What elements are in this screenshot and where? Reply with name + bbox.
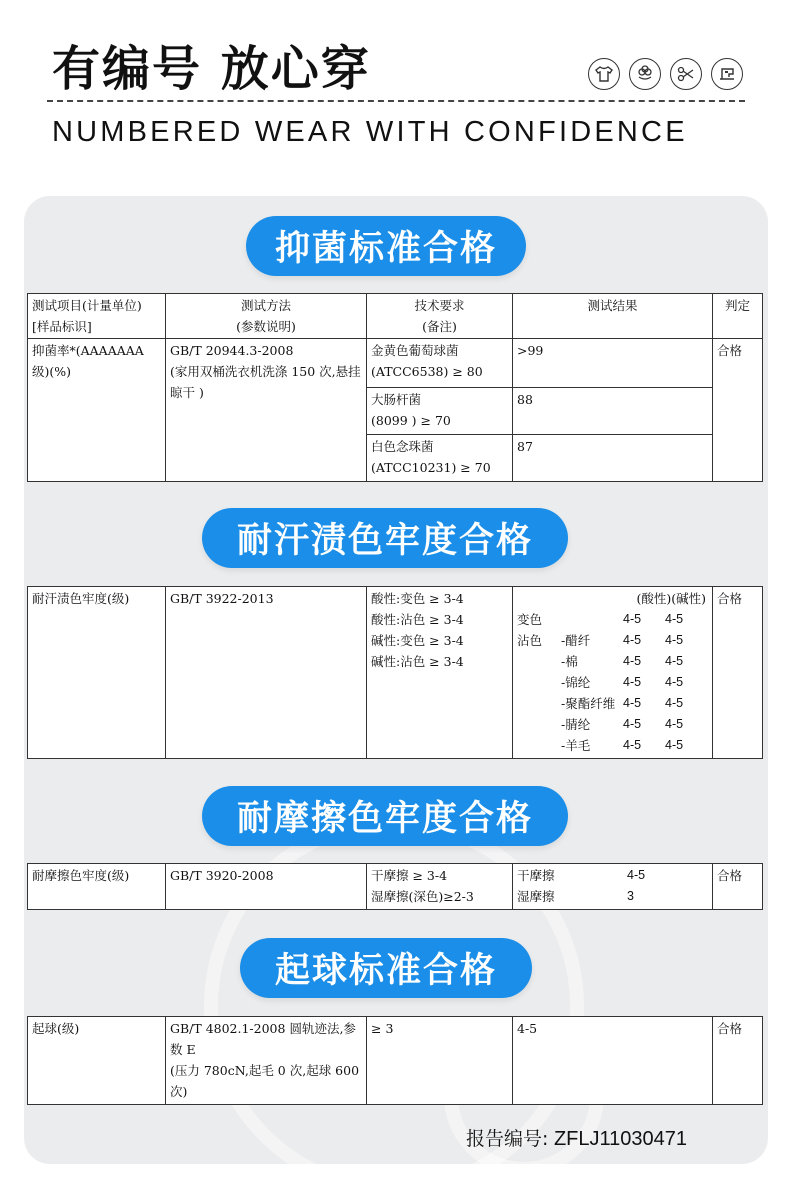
- header-method: 测试方法 (参数说明): [166, 294, 367, 339]
- report-number-label: 报告编号:: [466, 1128, 549, 1150]
- header-item: 测试项目(计量单位) [样品标识]: [28, 294, 166, 339]
- method-cell: GB/T 3920-2008: [166, 864, 367, 910]
- report-number-value: ZFLJ11030471: [553, 1128, 688, 1150]
- header-result: 测试结果: [513, 294, 713, 339]
- result-label: [517, 693, 561, 714]
- table-row: [28, 339, 763, 388]
- report-number: [466, 1124, 687, 1151]
- requirement-cell: 大肠杆菌 (8099 ) ≥ 70: [367, 388, 513, 435]
- rubbing-fastness-table: [27, 863, 763, 910]
- requirement-cell: 干摩擦 ≥ 3-4 湿摩擦(深色)≥2-3: [367, 864, 513, 910]
- result-label: [517, 672, 561, 693]
- result-cell: [513, 587, 713, 759]
- method-cell: GB/T 3922-2013: [166, 587, 367, 759]
- tshirt-icon: [588, 58, 620, 90]
- result-header: (酸性)(碱性): [636, 591, 706, 606]
- result-label: [517, 735, 561, 756]
- section-title-rubbing-fastness: 耐摩擦色牢度合格: [202, 786, 568, 846]
- result-value: 4-5: [623, 696, 642, 710]
- result-value: 4-5: [665, 738, 684, 752]
- verdict-cell: 合格: [713, 339, 763, 482]
- verdict-cell: 合格: [713, 587, 763, 759]
- result-label: -腈纶: [561, 717, 591, 732]
- antibacterial-table: [27, 293, 763, 482]
- cotton-flower-icon: [629, 58, 661, 90]
- scissors-icon: [670, 58, 702, 90]
- result-value: 4-5: [623, 675, 642, 689]
- result-value: 4-5: [665, 633, 684, 647]
- sweat-fastness-table: [27, 586, 763, 759]
- result-value: 4-5: [623, 633, 642, 647]
- header-requirement: 技术要求 (备注): [367, 294, 513, 339]
- result-label: [517, 714, 561, 735]
- result-cell: 88: [513, 388, 713, 435]
- result-grid: [517, 865, 708, 907]
- result-label: -锦纶: [561, 675, 591, 690]
- header-divider: [47, 100, 745, 102]
- requirement-cell: 金黄色葡萄球菌 (ATCC6538) ≥ 80: [367, 339, 513, 388]
- result-label: -醋纤: [561, 633, 591, 648]
- item-cell: 耐汗渍色牢度(级): [28, 587, 166, 759]
- table-row: [28, 864, 763, 910]
- result-label: [561, 609, 623, 630]
- result-value: 3: [627, 889, 634, 903]
- result-label: -棉: [561, 654, 578, 669]
- result-label: 沾色: [517, 633, 543, 648]
- method-cell: GB/T 20944.3-2008 (家用双桶洗衣机洗涤 150 次,悬挂晾干 ): [166, 339, 367, 482]
- result-cell: [513, 864, 713, 910]
- section-title-pilling: 起球标准合格: [240, 938, 532, 998]
- verdict-cell: 合格: [713, 1017, 763, 1105]
- result-label: -聚酯纤维: [561, 696, 616, 711]
- requirement-cell: 白色念珠菌 (ATCC10231) ≥ 70: [367, 435, 513, 482]
- result-cell: 87: [513, 435, 713, 482]
- result-cell: >99: [513, 339, 713, 388]
- table-row: [28, 587, 763, 759]
- method-cell: GB/T 4802.1-2008 圆轨迹法,参数 E (压力 780cN,起毛 0 次,起球 600 次): [166, 1017, 367, 1105]
- page-title: 有编号 放心穿: [52, 41, 371, 97]
- result-value: 4-5: [665, 696, 684, 710]
- result-value: 4-5: [665, 654, 684, 668]
- item-cell: 抑菌率*(AAAAAAA级)(%): [28, 339, 166, 482]
- table-row: [28, 1017, 763, 1105]
- item-cell: 起球(级): [28, 1017, 166, 1105]
- section-title-antibacterial: 抑菌标准合格: [246, 216, 526, 276]
- section-title-sweat-fastness: 耐汗渍色牢度合格: [202, 508, 568, 568]
- result-grid: [517, 609, 708, 756]
- header-verdict: 判定: [713, 294, 763, 339]
- result-value: 4-5: [623, 612, 642, 626]
- result-value: 4-5: [623, 654, 642, 668]
- requirement-cell: ≥ 3: [367, 1017, 513, 1105]
- requirement-cell: 酸性:变色 ≥ 3-4 酸性:沾色 ≥ 3-4 碱性:变色 ≥ 3-4 碱性:沾色 ≥ 3-4: [367, 587, 513, 759]
- page-subtitle: NUMBERED WEAR WITH CONFIDENCE: [52, 116, 688, 148]
- result-label: 变色: [517, 612, 543, 627]
- result-value: 4-5: [623, 717, 642, 731]
- result-value: 4-5: [627, 868, 646, 882]
- result-label: [517, 651, 561, 672]
- care-icons: [588, 58, 743, 90]
- result-value: 4-5: [665, 675, 684, 689]
- result-cell: 4-5: [513, 1017, 713, 1105]
- pilling-table: [27, 1016, 763, 1105]
- result-label: 湿摩擦: [517, 889, 555, 904]
- item-cell: 耐摩擦色牢度(级): [28, 864, 166, 910]
- verdict-cell: 合格: [713, 864, 763, 910]
- sewing-machine-icon: [711, 58, 743, 90]
- result-value: 4-5: [665, 612, 684, 626]
- table-header-row: [28, 294, 763, 339]
- result-value: 4-5: [665, 717, 684, 731]
- result-value: 4-5: [623, 738, 642, 752]
- result-label: 干摩擦: [517, 868, 555, 883]
- result-label: -羊毛: [561, 738, 591, 753]
